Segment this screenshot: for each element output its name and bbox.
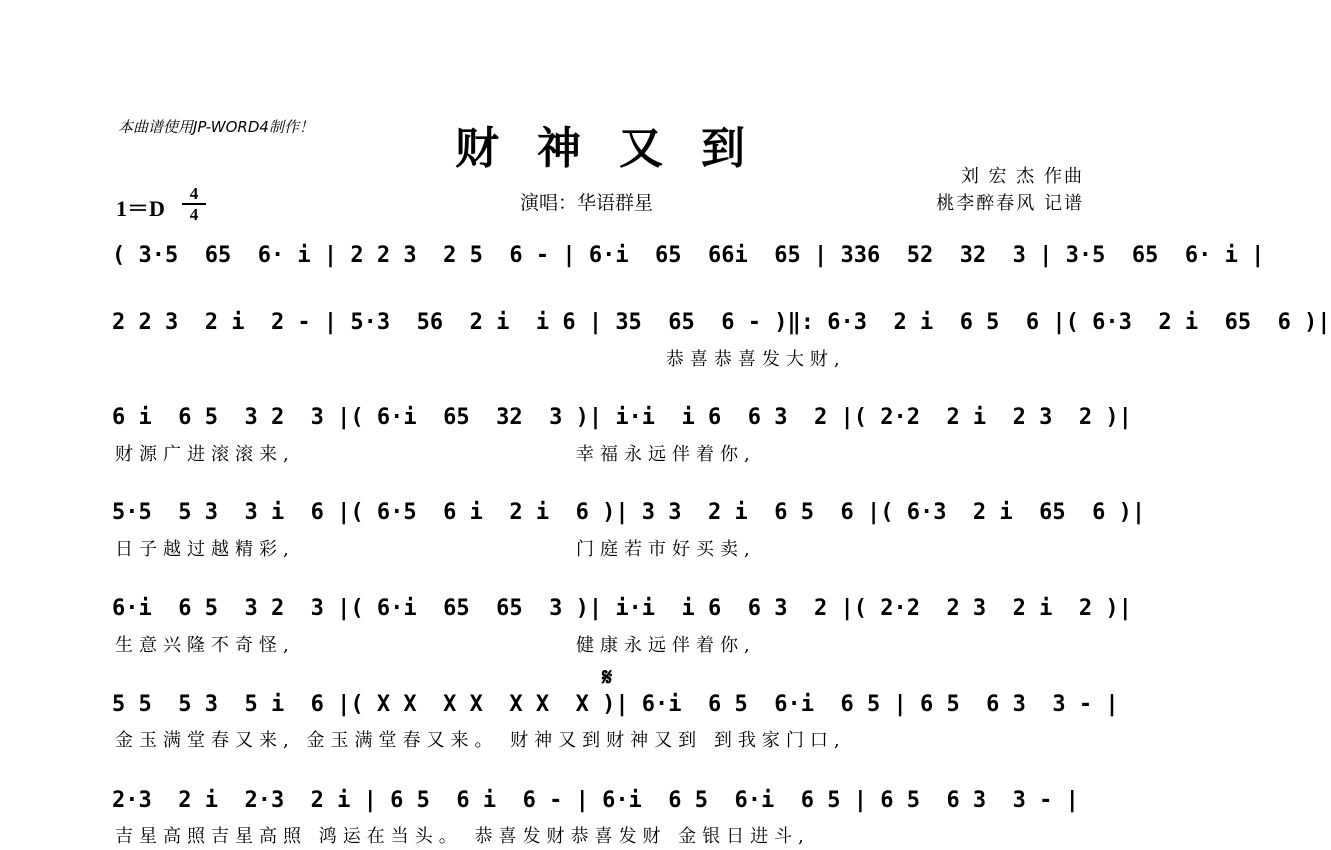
lyric-line-3: 财源广进滚滚来, 幸福永远伴着你, [115,444,756,465]
lyric-line-2: 恭喜恭喜发大财, [115,349,846,370]
score-line-5: 6·i 6 5 3 2 3 |( 6·i 65 65 3 )| i·i i 6 6 3 2 |( 2·2 2 3 2 i 2 )| [112,596,1132,621]
score-line-6: 5 5 5 3 5 i 6 |( X X X X X X X )| 6·i 6 5 6·i 6 5 | 6 5 6 3 3 - | [112,692,1119,717]
composer-credit: 刘 宏 杰 作曲 [960,166,1084,187]
time-signature-bottom: 4 [189,205,199,224]
lyric-line-6: 金玉满堂春又来, 金玉满堂春又来。 财神又到财神又到 到我家门口, [115,730,846,751]
key-signature: 1＝D [116,196,165,221]
score-line-4: 5·5 5 3 3 i 6 |( 6·5 6 i 2 i 6 )| 3 3 2 i 6 5 6 |( 6·3 2 i 65 6 )| [112,500,1146,525]
singer-credit: 演唱：华语群星 [520,192,654,214]
transcriber-credit: 桃李醉春风 记谱 [936,193,1084,214]
score-line-2: 2 2 3 2 i 2 - | 5·3 56 2 i i 6 | 35 65 6 - )‖: 6·3 2 i 6 5 6 |( 6·3 2 i 65 6 )| [112,310,1331,335]
segno-sign: 𝄋 [602,662,613,691]
song-title: 财神又到 [455,123,783,174]
score-line-3: 6 i 6 5 3 2 3 |( 6·i 65 32 3 )| i·i i 6 6 3 2 |( 2·2 2 i 2 3 2 )| [112,405,1132,430]
made-with-note: 本曲谱使用JP-WORD4制作！ [118,118,314,136]
score-line-7: 2·3 2 i 2·3 2 i | 6 5 6 i 6 - | 6·i 6 5 6·i 6 5 | 6 5 6 3 3 - | [112,788,1079,813]
score-line-1: ( 3·5 65 6· i | 2 2 3 2 5 6 - | 6·i 65 66i 65 | 336 52 32 3 | 3·5 65 6· i | [112,243,1265,268]
lyric-line-4: 日子越过越精彩, 门庭若市好买卖, [115,539,756,560]
time-signature-top: 4 [189,184,199,203]
time-signature [182,185,206,223]
lyric-line-7: 吉星高照吉星高照 鸿运在当头。 恭喜发财恭喜发财 金银日进斗, [115,826,810,847]
lyric-line-5: 生意兴隆不奇怪, 健康永远伴着你, [115,635,756,656]
